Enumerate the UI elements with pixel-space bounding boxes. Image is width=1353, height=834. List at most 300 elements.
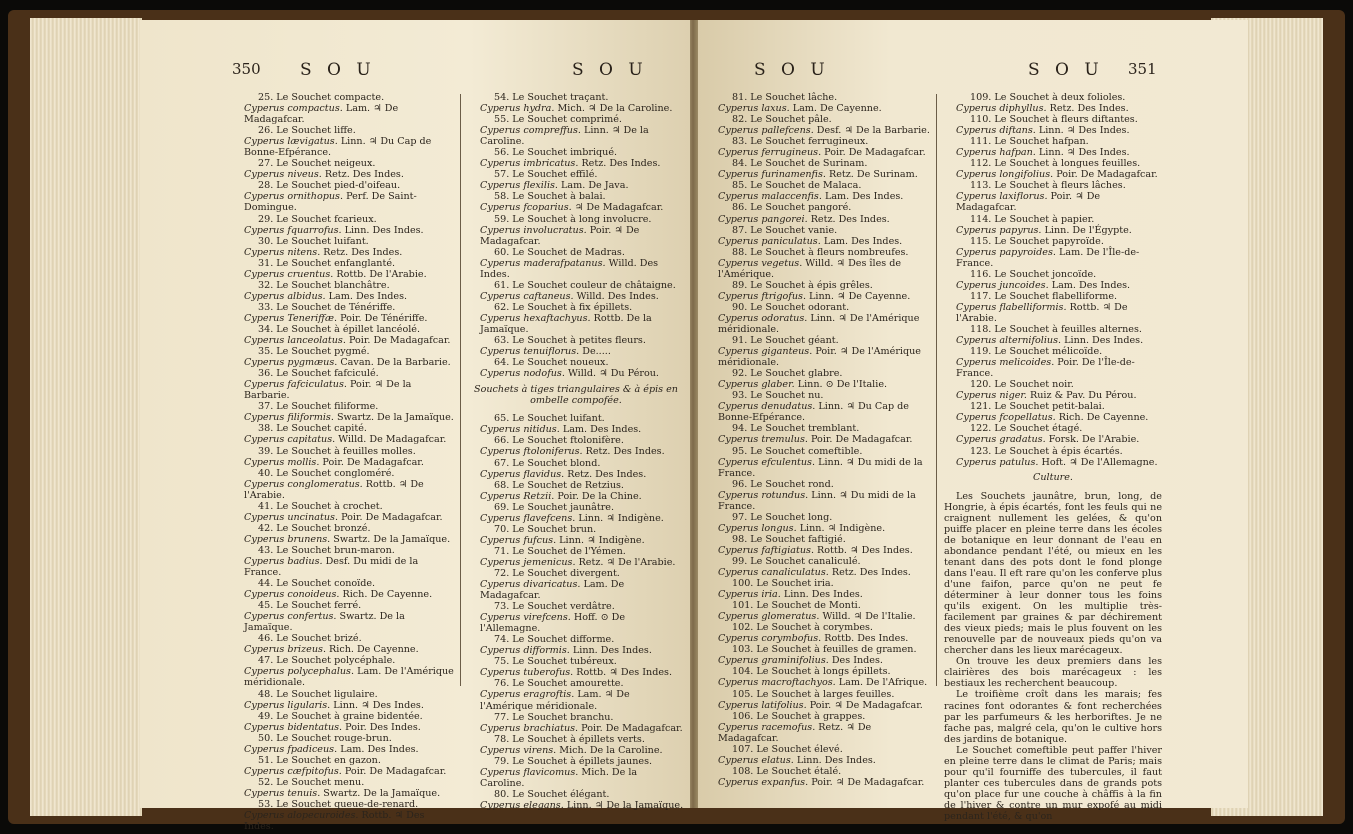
species-latin-line bbox=[468, 424, 684, 435]
species-latin-line bbox=[232, 666, 456, 688]
species-latin-line bbox=[944, 457, 1162, 468]
species-entry bbox=[232, 655, 456, 688]
species-entry bbox=[468, 601, 684, 634]
latin-name: Cyperus malaccenfis. bbox=[718, 191, 822, 203]
species-entry bbox=[468, 92, 684, 114]
species-latin-line bbox=[468, 125, 684, 147]
author-origin: Perf. De Saint-Domingue. bbox=[244, 191, 417, 214]
latin-name: Cyperus alopecuroides. bbox=[244, 810, 359, 822]
author-origin: Poir. Des Indes. bbox=[342, 721, 421, 733]
latin-name: Cyperus graminifolius. bbox=[718, 655, 829, 667]
latin-name: Cyperus iria. bbox=[718, 589, 781, 601]
species-heading: 105. Le Souchet à larges feuilles. bbox=[732, 688, 895, 700]
species-entry bbox=[232, 346, 456, 368]
species-latin-line bbox=[706, 457, 930, 479]
species-latin-line bbox=[232, 766, 456, 777]
species-heading: 80. Le Souchet élégant. bbox=[494, 788, 610, 800]
species-entry bbox=[944, 401, 1162, 423]
species-entry bbox=[468, 678, 684, 711]
latin-name: Cyperus gradatus. bbox=[956, 434, 1046, 446]
species-entry bbox=[944, 423, 1162, 445]
species-entry bbox=[468, 247, 684, 280]
species-latin-line bbox=[468, 313, 684, 335]
species-heading: 39. Le Souchet à feuilles molles. bbox=[258, 445, 416, 457]
latin-name: Cyperus ferrugineus. bbox=[718, 147, 822, 159]
species-heading: 35. Le Souchet pygmé. bbox=[258, 346, 370, 358]
species-latin-line bbox=[706, 291, 930, 302]
species-latin-line bbox=[232, 534, 456, 545]
author-origin: Poir. De Ténériffe. bbox=[337, 312, 428, 324]
author-origin: Rottb. De la Jamaïque. bbox=[480, 312, 652, 335]
author-origin: Rich. De Cayenne. bbox=[339, 589, 433, 601]
latin-name: Cyperus brachiatus. bbox=[480, 722, 579, 734]
latin-name: Cyperus lanceolatus. bbox=[244, 335, 346, 347]
species-latin-line bbox=[468, 491, 684, 502]
author-origin: Hoft. ♃ De l'Allemagne. bbox=[1038, 456, 1158, 468]
author-origin: Retz. Des Indes. bbox=[578, 158, 661, 170]
latin-name: Cyperus corymbofus. bbox=[718, 633, 822, 645]
species-heading: 115. Le Souchet papyroïde. bbox=[970, 235, 1104, 247]
author-origin: Rottb. De l'Arabie. bbox=[333, 268, 427, 280]
running-title-left-col2: S O U bbox=[572, 60, 648, 80]
species-latin-line bbox=[706, 633, 930, 644]
author-origin: Rottb. ♃ Des Indes. bbox=[573, 667, 673, 679]
species-heading: 110. Le Souchet à fleurs diftantes. bbox=[970, 114, 1138, 126]
latin-name: Cyperus capitatus. bbox=[244, 434, 336, 446]
species-latin-line bbox=[706, 700, 930, 711]
species-heading: 45. Le Souchet ferré. bbox=[258, 600, 362, 612]
latin-name: Cyperus conglomeratus. bbox=[244, 478, 363, 490]
species-heading: 112. Le Souchet à longues feuilles. bbox=[970, 158, 1141, 170]
species-heading: 118. Le Souchet à feuilles alternes. bbox=[970, 323, 1142, 335]
author-origin: Linn. ♃ Des Indes. bbox=[1035, 147, 1130, 159]
author-origin: Poir. ♃ De l'Amérique méridionale. bbox=[718, 346, 921, 369]
latin-name: Cyperus hydra. bbox=[480, 103, 555, 115]
latin-name: Cyperus paniculatus. bbox=[718, 235, 821, 247]
species-heading: 107. Le Souchet élevé. bbox=[732, 743, 843, 755]
author-origin: Poir. De Madagafcar. bbox=[341, 765, 447, 777]
species-latin-line bbox=[706, 434, 930, 445]
page-number-left: 350 bbox=[232, 60, 261, 78]
species-latin-line bbox=[232, 357, 456, 368]
species-entry bbox=[468, 634, 684, 656]
species-heading: 73. Le Souchet verdâtre. bbox=[494, 601, 615, 613]
author-origin: Linn. De l'Égypte. bbox=[1041, 224, 1132, 236]
latin-name: Cyperus faftigiatus. bbox=[718, 544, 814, 556]
species-latin-line bbox=[232, 269, 456, 280]
species-latin-line bbox=[232, 722, 456, 733]
latin-name: Cyperus fufcus. bbox=[480, 534, 557, 546]
latin-name: Cyperus albidus. bbox=[244, 290, 326, 302]
species-entry bbox=[706, 390, 930, 423]
species-entry bbox=[706, 302, 930, 335]
species-latin-line bbox=[232, 434, 456, 445]
author-origin: Mich. De la Caroline. bbox=[556, 744, 663, 756]
author-origin: Rottb. ♃ Des Indes. bbox=[814, 544, 913, 556]
author-origin: Linn. ♃ Des Indes. bbox=[1035, 125, 1130, 137]
species-entry bbox=[232, 92, 456, 125]
author-origin: Linn. ♃ De la Caroline. bbox=[480, 125, 649, 148]
latin-name: Cyperus difformis. bbox=[480, 645, 570, 657]
latin-name: Cyperus patulus. bbox=[956, 456, 1039, 468]
species-latin-line bbox=[232, 247, 456, 258]
species-latin-line bbox=[706, 490, 930, 512]
species-latin-line bbox=[232, 457, 456, 468]
latin-name: Cyperus polycephalus. bbox=[244, 666, 355, 678]
latin-name: Cyperus ftoloniferus. bbox=[480, 446, 583, 458]
species-entry bbox=[706, 158, 930, 180]
species-latin-line bbox=[944, 412, 1162, 423]
species-heading: 42. Le Souchet bronzé. bbox=[258, 522, 371, 534]
species-heading: 57. Le Souchet effilé. bbox=[494, 169, 598, 181]
species-latin-line bbox=[944, 335, 1162, 346]
latin-name: Cyperus flavidus. bbox=[480, 468, 565, 480]
species-heading: 67. Le Souchet blond. bbox=[494, 457, 601, 469]
species-latin-line bbox=[468, 612, 684, 634]
left-page-edges bbox=[30, 18, 142, 816]
author-origin: Forsk. De l'Arabie. bbox=[1045, 434, 1140, 446]
author-origin: Poir. De Madagafcar. bbox=[338, 511, 443, 523]
latin-name: Cyperus flavicomus. bbox=[480, 766, 579, 778]
species-heading: 37. Le Souchet filiforme. bbox=[258, 401, 379, 413]
species-entry bbox=[232, 423, 456, 445]
author-origin: Linn. ♃ Du midi de la France. bbox=[718, 489, 916, 512]
author-origin: Poir. ♃ De Madagafcar. bbox=[806, 699, 923, 711]
author-origin: Retz. Des Indes. bbox=[564, 468, 647, 480]
species-entry bbox=[468, 546, 684, 568]
species-heading: 50. Le Souchet rouge-brun. bbox=[258, 732, 392, 744]
author-origin: Rich. De Cayenne. bbox=[1055, 412, 1149, 424]
author-origin: Hoff. ⊙ De l'Allemagne. bbox=[480, 612, 626, 635]
species-heading: 101. Le Souchet de Monti. bbox=[732, 600, 861, 612]
latin-name: Cyperus badius. bbox=[244, 555, 323, 567]
species-latin-line bbox=[232, 379, 456, 401]
species-latin-line bbox=[944, 280, 1162, 291]
species-entry bbox=[468, 734, 684, 756]
latin-name: Cyperus nitens. bbox=[244, 246, 321, 258]
latin-name: Cyperus uncinatus. bbox=[244, 511, 339, 523]
species-entry bbox=[944, 236, 1162, 269]
latin-name: Cyperus vegetus. bbox=[718, 257, 803, 269]
author-origin: Retz. Des Indes. bbox=[807, 213, 890, 225]
species-heading: 109. Le Souchet à deux folioles. bbox=[970, 92, 1126, 103]
author-origin: Retz. De Surinam. bbox=[825, 169, 918, 181]
species-latin-line bbox=[232, 810, 456, 832]
latin-name: Cyperus nitidus. bbox=[480, 424, 560, 436]
author-origin: Linn. Des Indes. bbox=[341, 224, 424, 236]
author-origin: Linn. Des Indes. bbox=[1061, 335, 1144, 347]
species-entry bbox=[706, 512, 930, 534]
latin-name: Cyperus compreffus. bbox=[480, 125, 581, 137]
species-entry bbox=[944, 114, 1162, 136]
author-origin: Lam. De l'Amérique méridionale. bbox=[244, 666, 454, 689]
author-origin: Linn. ♃ De l'Amérique méridionale. bbox=[718, 312, 920, 335]
species-latin-line bbox=[706, 401, 930, 423]
author-origin: Retz. Des Indes. bbox=[582, 446, 665, 458]
species-entry bbox=[468, 502, 684, 524]
species-heading: 97. Le Souchet long. bbox=[732, 511, 833, 523]
species-heading: 86. Le Souchet pangoré. bbox=[732, 202, 852, 214]
species-latin-line bbox=[232, 700, 456, 711]
species-entry bbox=[468, 302, 684, 335]
species-entry bbox=[706, 556, 930, 578]
latin-name: Cyperus ornithopus. bbox=[244, 191, 344, 203]
latin-name: Cyperus bidentatus. bbox=[244, 721, 343, 733]
species-heading: 49. Le Souchet à graine bidentée. bbox=[258, 710, 423, 722]
latin-name: Cyperus canaliculatus. bbox=[718, 567, 829, 579]
species-latin-line bbox=[706, 677, 930, 688]
author-origin: Linn. Des Indes. bbox=[793, 754, 876, 766]
species-entry bbox=[706, 600, 930, 622]
species-latin-line bbox=[232, 589, 456, 600]
species-heading: 83. Le Souchet ferrugineux. bbox=[732, 136, 869, 148]
species-entry bbox=[706, 225, 930, 247]
latin-name: Cyperus virefcens. bbox=[480, 612, 571, 624]
author-origin: Willd. Des Indes. bbox=[573, 290, 659, 302]
author-origin: Poir. De Madagafcar. bbox=[345, 335, 451, 347]
latin-name: Cyperus glomeratus. bbox=[718, 611, 820, 623]
culture-heading: Culture. bbox=[1033, 471, 1073, 483]
latin-name: Cyperus compactus. bbox=[244, 103, 343, 115]
species-heading: 72. Le Souchet divergent. bbox=[494, 567, 620, 579]
species-heading: 61. Le Souchet couleur de châtaigne. bbox=[494, 279, 676, 291]
species-entry bbox=[706, 92, 930, 114]
species-heading: 95. Le Souchet comeftible. bbox=[732, 445, 863, 457]
left-column-2 bbox=[468, 92, 684, 811]
right-column-1 bbox=[706, 92, 930, 788]
species-heading: 98. Le Souchet faftigié. bbox=[732, 533, 846, 545]
species-entry bbox=[232, 158, 456, 180]
species-heading: 71. Le Souchet de l'Yémen. bbox=[494, 545, 626, 557]
species-heading: 93. Le Souchet nu. bbox=[732, 390, 824, 402]
author-origin: Lam. De Madagafcar. bbox=[480, 579, 625, 602]
species-latin-line bbox=[468, 103, 684, 114]
species-heading: 79. Le Souchet à épillets jaunes. bbox=[494, 755, 653, 767]
latin-name: Cyperus juncoides. bbox=[956, 279, 1049, 291]
species-heading: 84. Le Souchet de Surinam. bbox=[732, 158, 868, 170]
species-heading: 69. Le Souchet jaunâtre. bbox=[494, 501, 615, 513]
species-entry bbox=[232, 711, 456, 733]
species-heading: 116. Le Souchet joncoïde. bbox=[970, 268, 1097, 280]
culture-paragraph: Les Souchets jaunâtre, brun, long, de Hongrie, à épis écartés, font les feuls qui ne craignent nullement les gelées, & qu'on puiffe placer en pleine terre dans les écoles de botanique en leur donnant de l'eau en abondance pendant l'été, ou mieux en les tenant dans des pots dont le fond plonge dans l'eau. Il eft rare qu'on les conferve plus d'une faifon, parce qu'on ne peut fe déterminer à leur donner tous les foins qu'ils exigent. On les multiplie très-facilement par graines & par déchirement des vieux pieds; mais le plus fouvent on les renouvelle par de nouveaux pieds qu'on va chercher dans les lieux marécageux. bbox=[944, 490, 1162, 657]
running-title-right: S O U bbox=[1028, 60, 1104, 80]
latin-name: Cyperus macroftachyos. bbox=[718, 677, 836, 689]
species-entry bbox=[232, 401, 456, 423]
author-origin: Lam. Des Indes. bbox=[559, 424, 642, 436]
species-entry bbox=[468, 114, 684, 147]
species-latin-line bbox=[944, 247, 1162, 269]
species-entry bbox=[706, 335, 930, 368]
latin-name: Cyperus pangorei. bbox=[718, 213, 808, 225]
author-origin: Lam. Des Indes. bbox=[325, 290, 408, 302]
species-heading: 111. Le Souchet hafpan. bbox=[970, 136, 1089, 148]
species-heading: 55. Le Souchet comprimé. bbox=[494, 114, 622, 126]
latin-name: Cyperus hafpan. bbox=[956, 147, 1036, 159]
author-origin: Linn. ♃ Indigène. bbox=[796, 522, 886, 534]
species-heading: 96. Le Souchet rond. bbox=[732, 478, 834, 490]
latin-name: Cyperus fpadiceus. bbox=[244, 743, 338, 755]
latin-name: Cyperus involucratus. bbox=[480, 224, 587, 236]
latin-name: Cyperus flexilis. bbox=[480, 180, 558, 192]
species-heading: 43. Le Souchet brun-maron. bbox=[258, 544, 395, 556]
species-entry bbox=[232, 755, 456, 777]
author-origin: Retz. Des Indes. bbox=[320, 246, 403, 258]
species-latin-line bbox=[468, 513, 684, 524]
author-origin: Swartz. De la Jamaïque. bbox=[320, 787, 441, 799]
species-entry bbox=[706, 479, 930, 512]
species-heading: 56. Le Souchet imbriqué. bbox=[494, 147, 618, 159]
species-latin-line bbox=[944, 357, 1162, 379]
latin-name: Cyperus tuberofus. bbox=[480, 667, 574, 679]
column-rule-right bbox=[936, 94, 937, 686]
species-latin-line bbox=[706, 755, 930, 766]
latin-name: Cyperus ftrigofus. bbox=[718, 290, 806, 302]
latin-name: Cyperus glaber. bbox=[718, 379, 795, 391]
author-origin: Des Indes. bbox=[828, 655, 883, 667]
latin-name: Cyperus imbricatus. bbox=[480, 158, 579, 170]
species-latin-line bbox=[232, 335, 456, 346]
species-latin-line bbox=[706, 214, 930, 225]
species-heading: 51. Le Souchet en gazon. bbox=[258, 754, 381, 766]
species-heading: 31. Le Souchet enfanglanté. bbox=[258, 257, 396, 269]
species-latin-line bbox=[706, 346, 930, 368]
species-entry bbox=[944, 136, 1162, 158]
author-origin: Mich. ♃ De la Caroline. bbox=[554, 103, 673, 115]
species-heading: 89. Le Souchet à épis grêles. bbox=[732, 279, 873, 291]
entries-65-80 bbox=[468, 413, 684, 811]
latin-name: Cyperus elegans. bbox=[480, 799, 564, 811]
species-heading: 117. Le Souchet flabelliforme. bbox=[970, 290, 1118, 302]
species-entry bbox=[944, 92, 1162, 114]
author-origin: Desf. ♃ De la Barbarie. bbox=[813, 125, 930, 137]
species-heading: 87. Le Souchet vanie. bbox=[732, 224, 838, 236]
author-origin: Poir. ♃ De la Barbarie. bbox=[244, 379, 412, 402]
latin-name: Cyperus cæfpitofus. bbox=[244, 765, 342, 777]
author-origin: Poir. De Madagafcar. bbox=[1053, 169, 1158, 181]
latin-name: Cyperus papyrus. bbox=[956, 224, 1042, 236]
species-entry bbox=[468, 480, 684, 502]
species-latin-line bbox=[706, 236, 930, 247]
species-entry bbox=[468, 214, 684, 247]
species-heading: 54. Le Souchet traçant. bbox=[494, 92, 609, 103]
species-latin-line bbox=[468, 800, 684, 811]
species-latin-line bbox=[706, 722, 930, 744]
species-latin-line bbox=[468, 535, 684, 546]
latin-name: Cyperus conoideus. bbox=[244, 589, 340, 601]
species-heading: 90. Le Souchet odorant. bbox=[732, 301, 850, 313]
latin-name: Cyperus eragroftis. bbox=[480, 689, 575, 701]
latin-name: Cyperus cruentus. bbox=[244, 268, 334, 280]
species-heading: 113. Le Souchet à fleurs lâches. bbox=[970, 180, 1126, 192]
latin-name: Cyperus Teneriffæ. bbox=[244, 312, 338, 324]
species-entry bbox=[706, 446, 930, 479]
species-entry bbox=[232, 236, 456, 258]
author-origin: Willd. Des Indes. bbox=[480, 257, 659, 280]
latin-name: Cyperus diftans. bbox=[956, 125, 1036, 137]
species-latin-line bbox=[706, 103, 930, 114]
species-latin-line bbox=[468, 225, 684, 247]
species-latin-line bbox=[468, 368, 684, 379]
species-latin-line bbox=[232, 556, 456, 578]
author-origin: Mich. De la Caroline. bbox=[480, 766, 638, 789]
author-origin: Rottb. ♃ Des Indes. bbox=[244, 810, 425, 833]
author-origin: Lam. ♃ De Madagafcar. bbox=[244, 103, 399, 126]
species-heading: 52. Le Souchet menu. bbox=[258, 776, 365, 788]
author-origin: Willd. ♃ Des îles de l'Amérique. bbox=[718, 257, 902, 280]
author-origin: Poir. ♃ De Madagafcar. bbox=[956, 191, 1101, 214]
species-latin-line bbox=[706, 777, 930, 788]
species-latin-line bbox=[468, 579, 684, 601]
species-entry bbox=[706, 114, 930, 136]
author-origin: Retz. Des Indes. bbox=[1046, 103, 1129, 115]
latin-name: Cyperus confertus. bbox=[244, 611, 337, 623]
latin-name: Cyperus flavefcens. bbox=[480, 512, 576, 524]
species-entry bbox=[468, 435, 684, 457]
species-latin-line bbox=[706, 379, 930, 390]
species-latin-line bbox=[232, 225, 456, 236]
species-entry bbox=[706, 202, 930, 224]
species-heading: 92. Le Souchet glabre. bbox=[732, 368, 843, 380]
latin-name: Cyperus jemenicus. bbox=[480, 556, 576, 568]
species-heading: 99. Le Souchet canaliculé. bbox=[732, 555, 861, 567]
author-origin: Rich. De Cayenne. bbox=[326, 644, 419, 656]
author-origin: Poir. De Madagafcar. bbox=[319, 456, 424, 468]
column-rule-left bbox=[460, 94, 461, 686]
species-latin-line bbox=[944, 103, 1162, 114]
running-title-left: S O U bbox=[300, 60, 376, 80]
species-heading: 123. Le Souchet à épis écartés. bbox=[970, 445, 1123, 457]
latin-name: Cyperus racemofus. bbox=[718, 721, 816, 733]
author-origin: Linn. ♃ Des Indes. bbox=[330, 699, 424, 711]
species-heading: 38. Le Souchet capité. bbox=[258, 423, 367, 435]
species-latin-line bbox=[232, 644, 456, 655]
species-heading: 60. Le Souchet de Madras. bbox=[494, 246, 625, 258]
species-latin-line bbox=[232, 744, 456, 755]
species-entry bbox=[706, 644, 930, 666]
species-entry bbox=[232, 468, 456, 501]
latin-name: Cyperus denudatus. bbox=[718, 401, 816, 413]
species-entry bbox=[706, 711, 930, 744]
species-heading: 65. Le Souchet luifant. bbox=[494, 413, 605, 425]
species-heading: 88. Le Souchet à fleurs nombreufes. bbox=[732, 246, 909, 258]
species-heading: 28. Le Souchet pied-d'oifeau. bbox=[258, 180, 401, 192]
species-latin-line bbox=[232, 191, 456, 213]
author-origin: De..... bbox=[579, 346, 611, 358]
culture-paragraph: Le Souchet comeftible peut paffer l'hiver en pleine terre dans le climat de Paris; mais pour qu'il fourniffe des tubercules, il faut planter ces tubercules dans de grands pots qu'on place fur une couche à châffis à la fin de l'hiver & contre un mur expofé au midi pendant l'été, & qu'on bbox=[944, 744, 1162, 822]
latin-name: Cyperus filiformis. bbox=[244, 412, 334, 424]
latin-name: Cyperus pallefcens. bbox=[718, 125, 814, 137]
species-entry bbox=[468, 147, 684, 169]
species-latin-line bbox=[468, 767, 684, 789]
species-latin-line bbox=[706, 125, 930, 136]
species-heading: 94. Le Souchet tremblant. bbox=[732, 423, 860, 435]
species-entry bbox=[944, 446, 1162, 468]
author-origin: Retz. ♃ De Madagafcar. bbox=[718, 721, 872, 744]
species-entry bbox=[706, 622, 930, 644]
species-latin-line bbox=[468, 667, 684, 678]
species-entry bbox=[232, 214, 456, 236]
author-origin: Retz. ♃ De l'Arabie. bbox=[575, 556, 676, 568]
species-latin-line bbox=[944, 191, 1162, 213]
species-latin-line bbox=[706, 191, 930, 202]
species-entry bbox=[944, 324, 1162, 346]
latin-name: Cyperus brizeus. bbox=[244, 644, 326, 656]
species-latin-line bbox=[944, 169, 1162, 180]
species-entry bbox=[232, 523, 456, 545]
author-origin: Retz. Des Indes. bbox=[828, 567, 911, 579]
species-latin-line bbox=[706, 169, 930, 180]
latin-name: Cyperus lævigatus. bbox=[244, 136, 338, 148]
